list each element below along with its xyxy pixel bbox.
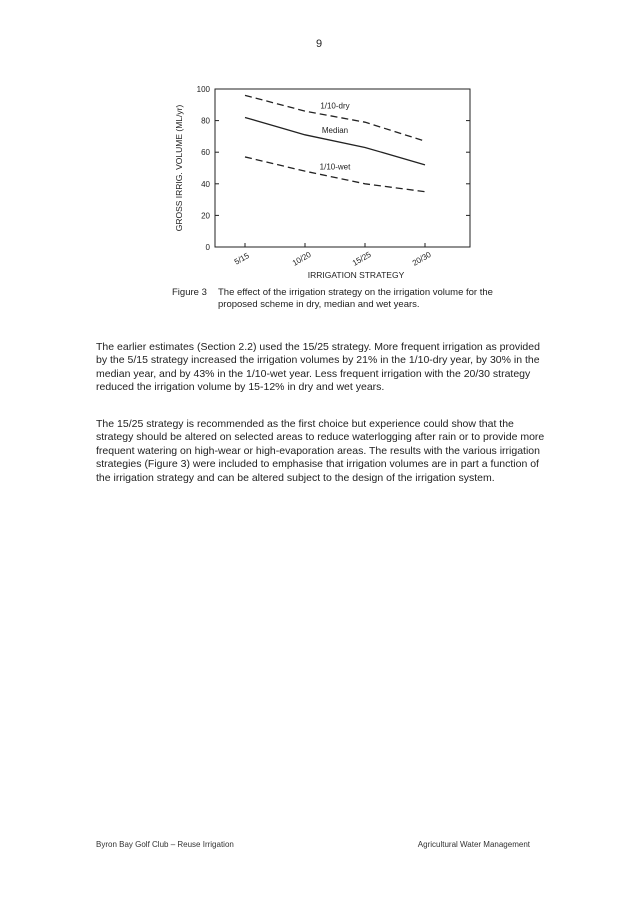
y-tick-label: 20 xyxy=(201,211,210,221)
y-axis-label: GROSS IRRIG. VOLUME (ML/yr) xyxy=(174,104,184,232)
footer-right: Agricultural Water Management xyxy=(417,840,530,849)
x-tick-label: 10/20 xyxy=(290,249,313,268)
x-tick-label: 20/30 xyxy=(410,249,433,268)
irrigation-strategy-chart xyxy=(170,80,480,285)
y-tick-label: 40 xyxy=(201,179,210,189)
page-number: 9 xyxy=(315,38,323,50)
paragraph-estimates: The earlier estimates (Section 2.2) used the 15/25 strategy. More frequent irrigation as provided by the 5/15 strategy increased the irrigation volumes by 21% in the 1/10-dry year, by 30% in the median year, and by 43% in the 1/10-wet year. Less frequent irrigation with the 20/30 strategy reduced the irrigation volume by 15-12% in dry and wet years. xyxy=(96,340,540,394)
x-axis-label: IRRIGATION STRATEGY xyxy=(307,270,405,280)
series-label: 1/10-dry xyxy=(320,101,350,111)
series-line-median xyxy=(245,117,425,164)
y-tick-label: 80 xyxy=(201,116,210,126)
y-tick-label: 100 xyxy=(196,85,210,94)
footer-left: Byron Bay Golf Club – Reuse Irrigation xyxy=(96,840,234,849)
series-label: Median xyxy=(321,126,349,136)
y-tick-label: 0 xyxy=(205,243,210,252)
figure-label: Figure 3 xyxy=(172,287,207,298)
paragraph-recommendation: The 15/25 strategy is recommended as the first choice but experience could show that the strategy should be altered on selected areas to reduce waterlogging after rain or to provide more frequent watering on high-wear or high-evaporation areas. The results with the various irrigation strategies (Figure 3) were included to emphasise that irrigation volumes are in part a function of the irrigation strategy and can be altered subject to the design of the irrigation system. xyxy=(96,417,545,484)
x-tick-label: 5/15 xyxy=(232,251,251,267)
x-tick-label: 15/25 xyxy=(350,249,373,268)
y-tick-label: 60 xyxy=(201,148,210,158)
series-label: 1/10-wet xyxy=(319,162,351,172)
figure-caption-text: The effect of the irrigation strategy on the irrigation volume for the proposed scheme in dry, median and wet years. xyxy=(218,287,493,310)
